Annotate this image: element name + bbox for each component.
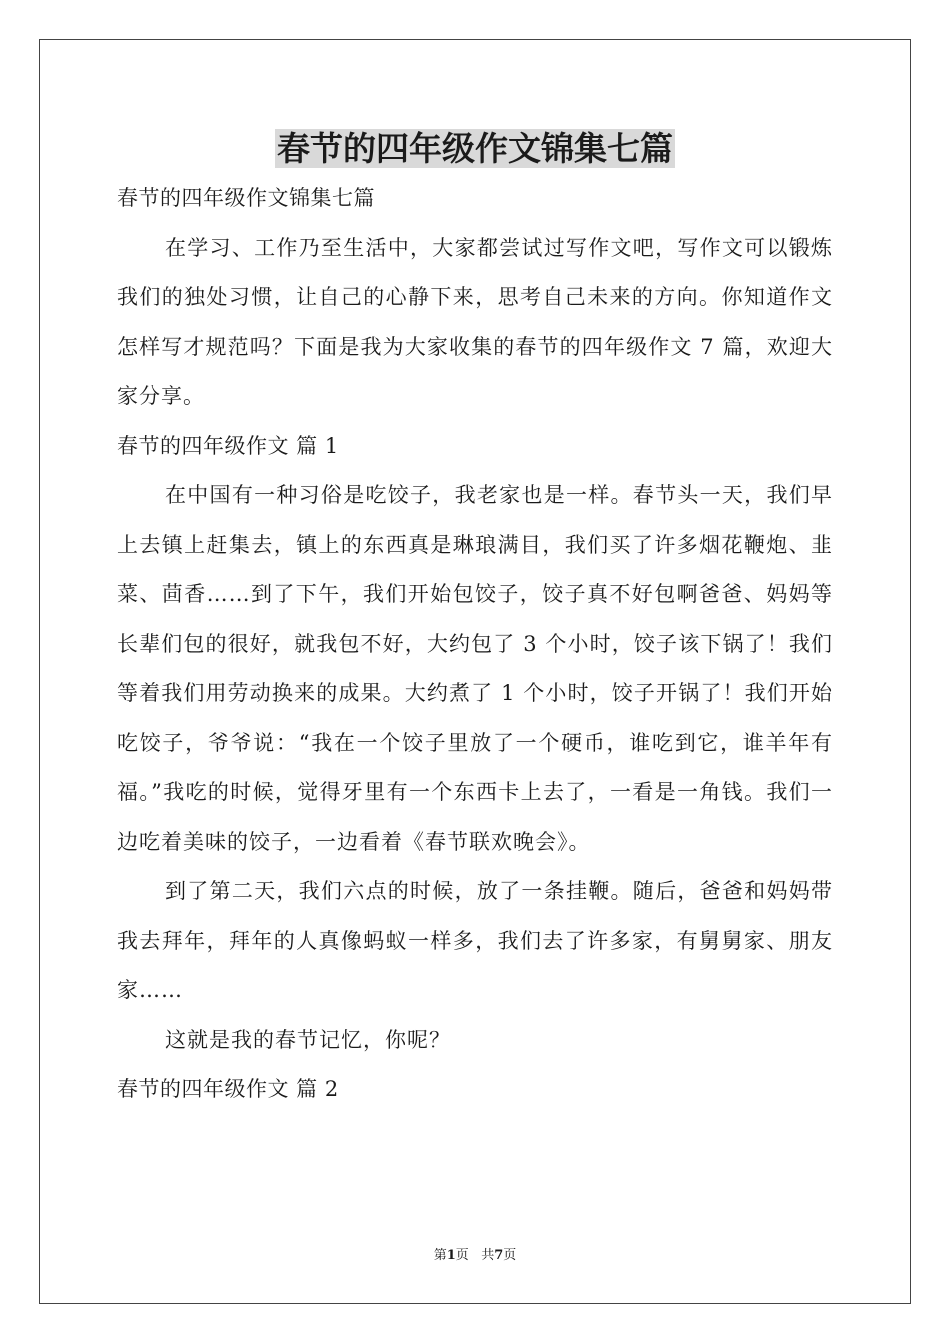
- document-title: [0, 124, 950, 174]
- document-body: [117, 174, 833, 1115]
- footer-page-total: 7: [494, 1248, 504, 1263]
- footer-page-current: 1: [446, 1248, 456, 1263]
- footer-page-prefix: 第: [433, 1248, 447, 1263]
- essay-1-paragraph-2: 到了第二天，我们六点的时候，放了一条挂鞭。随后，爸爸和妈妈带我去拜年，拜年的人真像蚂蚁一样多，我们去了许多家，有舅舅家、朋友家……: [117, 879, 833, 1002]
- essay-2-heading: 春节的四年级作文 篇 2: [117, 1077, 339, 1101]
- essay-1-paragraph-3: 这就是我的春节记忆，你呢？: [165, 1027, 451, 1052]
- essay-1-paragraph-1: 在中国有一种习俗是吃饺子，我老家也是一样。春节头一天，我们早上去镇上赶集去，镇上的东西真是琳琅满目，我们买了许多烟花鞭炮、韭菜、茴香……到了下午，我们开始包饺子，饺子真不好包啊爸爸、妈妈等长辈们包的很好，就我包不好，大约包了 3 个小时，饺子该下锅了！我们等着我们用劳动换来的成果。大约煮了 1 个小时，饺子开锅了！我们开始吃饺子，爷爷说：“我在一个饺子里放了一个硬币，谁吃到它，谁羊年有福。”我吃的时候，觉得牙里有一个东西卡上去了，一看是一角钱。我们一边吃着美味的饺子，一边看着《春节联欢晚会》。: [117, 483, 833, 854]
- page-footer: [0, 1246, 950, 1266]
- intro-paragraph: 在学习、工作乃至生活中，大家都尝试过写作文吧，写作文可以锻炼我们的独处习惯，让自己的心静下来，思考自己未来的方向。你知道作文怎样写才规范吗？下面是我为大家收集的春节的四年级作文 7 篇，欢迎大家分享。: [117, 235, 833, 408]
- subtitle-line: 春节的四年级作文锦集七篇: [117, 186, 375, 210]
- document-title-text: 春节的四年级作文锦集七篇: [277, 129, 673, 168]
- essay-1-heading: 春节的四年级作文 篇 1: [117, 433, 339, 458]
- footer-total-suffix: 页: [503, 1248, 517, 1263]
- footer-total-prefix: 共: [481, 1248, 495, 1263]
- footer-page-suffix: 页: [455, 1248, 469, 1263]
